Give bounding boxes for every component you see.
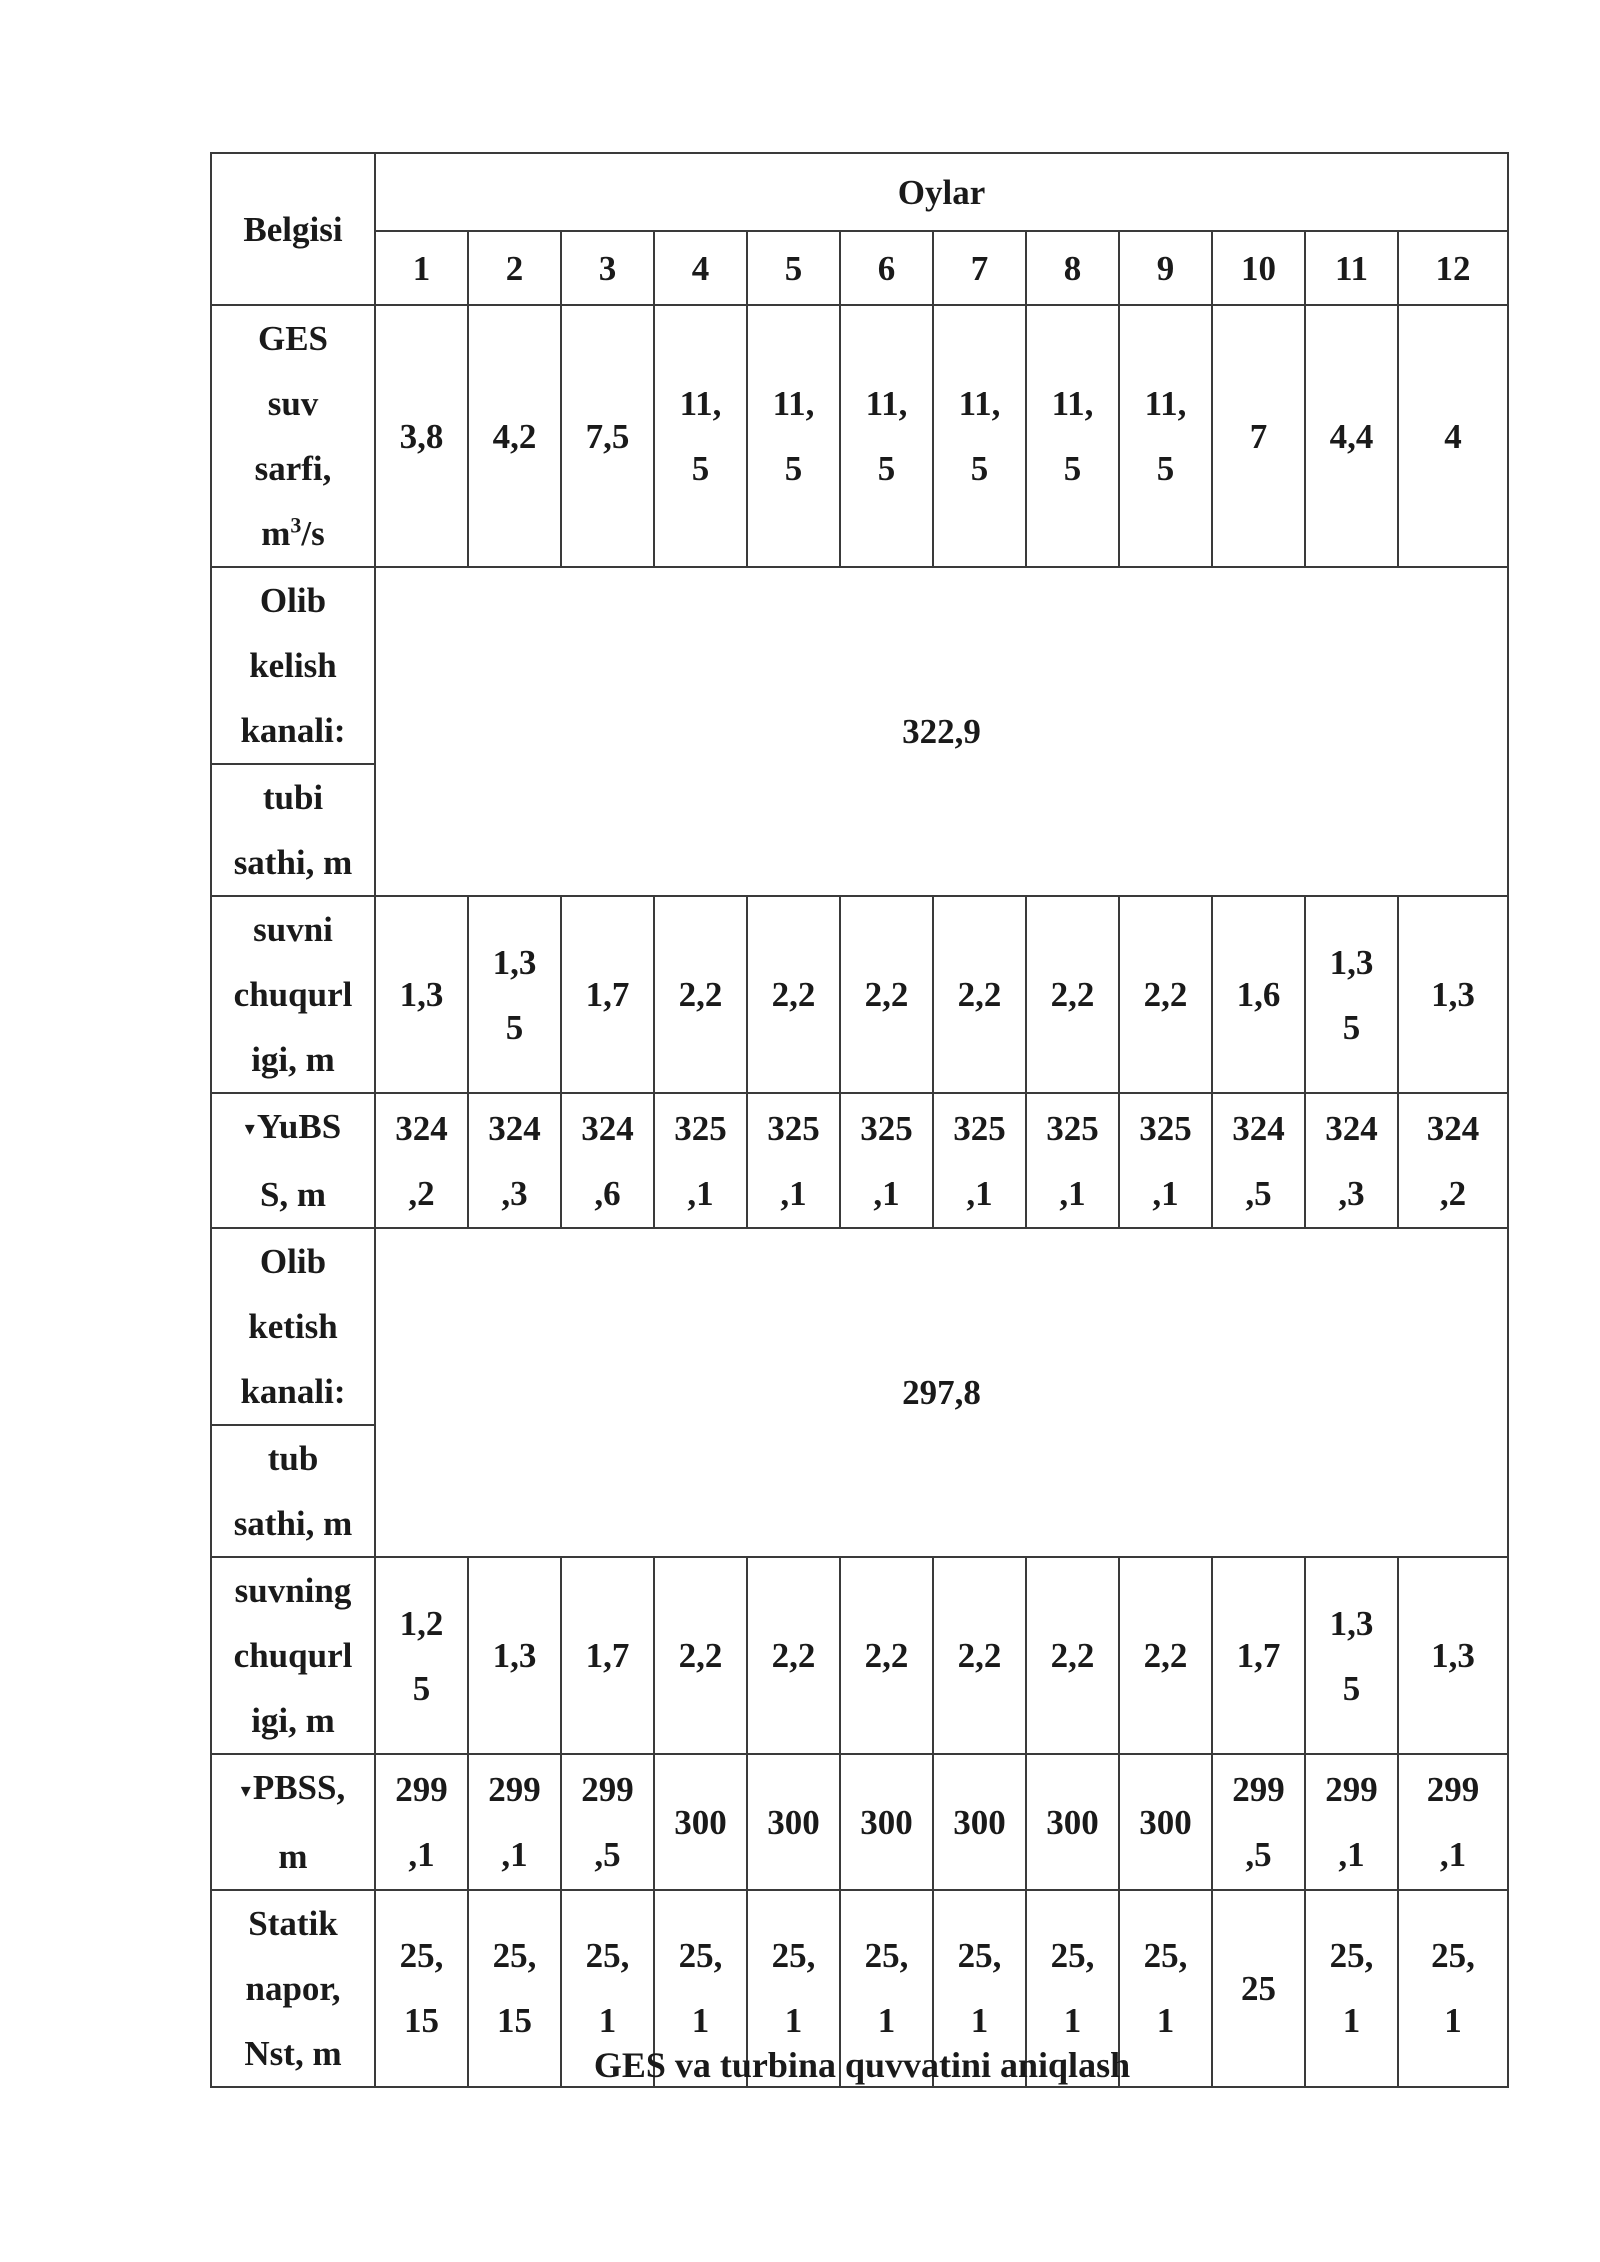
value-cell: 25, 15 — [468, 1890, 561, 2087]
value-cell: 1,3 — [468, 1557, 561, 1754]
data-table — [210, 152, 1509, 2088]
value-cell: 2,2 — [654, 896, 747, 1093]
row-label: Statik napor, Nst, m — [211, 1890, 375, 2087]
triangle-marker-icon: ▾ — [240, 1779, 251, 1802]
value-cell: 3,8 — [375, 305, 468, 567]
row-label — [211, 305, 375, 567]
row-label: tub sathi, m — [211, 1425, 375, 1557]
value-cell: 325 ,1 — [747, 1093, 840, 1228]
month-header-cell: 7 — [933, 231, 1026, 305]
value-cell: 25, 1 — [1398, 1890, 1508, 2087]
value-cell: 2,2 — [747, 896, 840, 1093]
value-cell: 4,4 — [1305, 305, 1398, 567]
row-label: suvning chuqurl igi, m — [211, 1557, 375, 1754]
value-cell: 325 ,1 — [1119, 1093, 1212, 1228]
value-cell: 11, 5 — [654, 305, 747, 567]
value-cell: 7 — [1212, 305, 1305, 567]
value-cell: 25, 1 — [747, 1890, 840, 2087]
triangle-marker-icon: ▾ — [244, 1118, 255, 1141]
value-cell: 2,2 — [1026, 1557, 1119, 1754]
value-cell: 300 — [840, 1754, 933, 1889]
value-cell: 1,3 — [1398, 896, 1508, 1093]
value-cell: 299 ,1 — [1305, 1754, 1398, 1889]
value-cell: 300 — [654, 1754, 747, 1889]
row-pbss — [211, 1754, 1508, 1889]
value-cell: 2,2 — [933, 1557, 1026, 1754]
value-cell: 2,2 — [1119, 896, 1212, 1093]
value-cell: 25, 1 — [654, 1890, 747, 2087]
value-cell: 325 ,1 — [933, 1093, 1026, 1228]
value-cell: 324 ,2 — [1398, 1093, 1508, 1228]
month-header-cell: 1 — [375, 231, 468, 305]
value-cell: 324 ,3 — [1305, 1093, 1398, 1228]
row-label — [211, 1093, 375, 1228]
value-cell: 1,3 5 — [1305, 896, 1398, 1093]
row-kelish-suvni-chuqurligi — [211, 896, 1508, 1093]
row-label: Olib ketish kanali: — [211, 1228, 375, 1425]
month-header-cell: 6 — [840, 231, 933, 305]
value-cell: 2,2 — [654, 1557, 747, 1754]
row-label-tail: /s — [301, 514, 325, 553]
value-cell: 11, 5 — [840, 305, 933, 567]
row-label: Olib kelish kanali: — [211, 567, 375, 764]
value-cell: 324 ,3 — [468, 1093, 561, 1228]
value-cell: 1,3 5 — [1305, 1557, 1398, 1754]
value-cell: 299 ,5 — [561, 1754, 654, 1889]
value-cell: 2,2 — [1026, 896, 1119, 1093]
row-olib-ketish-header — [211, 1228, 1508, 1425]
value-cell: 1,7 — [1212, 1557, 1305, 1754]
value-cell: 25, 1 — [1119, 1890, 1212, 2087]
row-yubss — [211, 1093, 1508, 1228]
value-cell: 2,2 — [840, 1557, 933, 1754]
value-cell: 2,2 — [1119, 1557, 1212, 1754]
value-cell: 300 — [933, 1754, 1026, 1889]
value-cell: 4 — [1398, 305, 1508, 567]
month-header-cell: 12 — [1398, 231, 1508, 305]
merged-value-cell-ketish-tub: 297,8 — [375, 1228, 1508, 1557]
value-cell: 324 ,2 — [375, 1093, 468, 1228]
value-cell: 299 ,5 — [1212, 1754, 1305, 1889]
row-ges-suv-sarfi — [211, 305, 1508, 567]
value-cell: 25, 1 — [1305, 1890, 1398, 2087]
value-cell: 300 — [747, 1754, 840, 1889]
value-cell: 1,7 — [561, 896, 654, 1093]
value-cell: 324 ,6 — [561, 1093, 654, 1228]
row-label-superscript: 3 — [290, 512, 302, 538]
value-cell: 299 ,1 — [468, 1754, 561, 1889]
value-cell: 300 — [1119, 1754, 1212, 1889]
value-cell: 1,3 — [1398, 1557, 1508, 1754]
month-header-cell: 3 — [561, 231, 654, 305]
value-cell: 299 ,1 — [375, 1754, 468, 1889]
month-header-cell: 5 — [747, 231, 840, 305]
table-caption: GES va turbina quvvatini aniqlash — [593, 2045, 1131, 2085]
month-header-cell: 9 — [1119, 231, 1212, 305]
value-cell: 25, 1 — [840, 1890, 933, 2087]
corner-label-cell: Belgisi — [211, 153, 375, 305]
months-header-cell: Oylar — [375, 153, 1508, 231]
value-cell: 325 ,1 — [1026, 1093, 1119, 1228]
row-label: tubi sathi, m — [211, 764, 375, 896]
row-label-text: PBSS, m — [252, 1768, 346, 1876]
value-cell: 25, 1 — [1026, 1890, 1119, 2087]
merged-value-cell-kelish-tubi: 322,9 — [375, 567, 1508, 896]
month-header-cell: 2 — [468, 231, 561, 305]
month-header-cell: 11 — [1305, 231, 1398, 305]
row-ketish-suvning-chuqurligi — [211, 1557, 1508, 1754]
value-cell: 25, 1 — [561, 1890, 654, 2087]
row-label — [211, 1754, 375, 1889]
row-label-text: YuBS S, m — [256, 1107, 342, 1215]
value-cell: 7,5 — [561, 305, 654, 567]
value-cell: 1,3 — [375, 896, 468, 1093]
value-cell: 1,3 5 — [468, 896, 561, 1093]
value-cell: 1,2 5 — [375, 1557, 468, 1754]
month-header-cell: 10 — [1212, 231, 1305, 305]
value-cell: 2,2 — [747, 1557, 840, 1754]
value-cell: 1,7 — [561, 1557, 654, 1754]
row-label: suvni chuqurl igi, m — [211, 896, 375, 1093]
value-cell: 300 — [1026, 1754, 1119, 1889]
month-header-cell: 8 — [1026, 231, 1119, 305]
row-label-text: GES suv sarfi, m — [254, 319, 332, 553]
value-cell: 299 ,1 — [1398, 1754, 1508, 1889]
header-row-oylar — [211, 153, 1508, 231]
value-cell: 325 ,1 — [654, 1093, 747, 1228]
value-cell: 325 ,1 — [840, 1093, 933, 1228]
value-cell: 25 — [1212, 1890, 1305, 2087]
value-cell: 25, 15 — [375, 1890, 468, 2087]
value-cell: 4,2 — [468, 305, 561, 567]
value-cell: 2,2 — [933, 896, 1026, 1093]
value-cell: 1,6 — [1212, 896, 1305, 1093]
row-olib-kelish-header — [211, 567, 1508, 764]
value-cell: 25, 1 — [933, 1890, 1026, 2087]
value-cell: 11, 5 — [933, 305, 1026, 567]
month-header-cell: 4 — [654, 231, 747, 305]
value-cell: 2,2 — [840, 896, 933, 1093]
months-row — [211, 231, 1508, 305]
value-cell: 11, 5 — [1119, 305, 1212, 567]
value-cell: 11, 5 — [1026, 305, 1119, 567]
value-cell: 324 ,5 — [1212, 1093, 1305, 1228]
value-cell: 11, 5 — [747, 305, 840, 567]
